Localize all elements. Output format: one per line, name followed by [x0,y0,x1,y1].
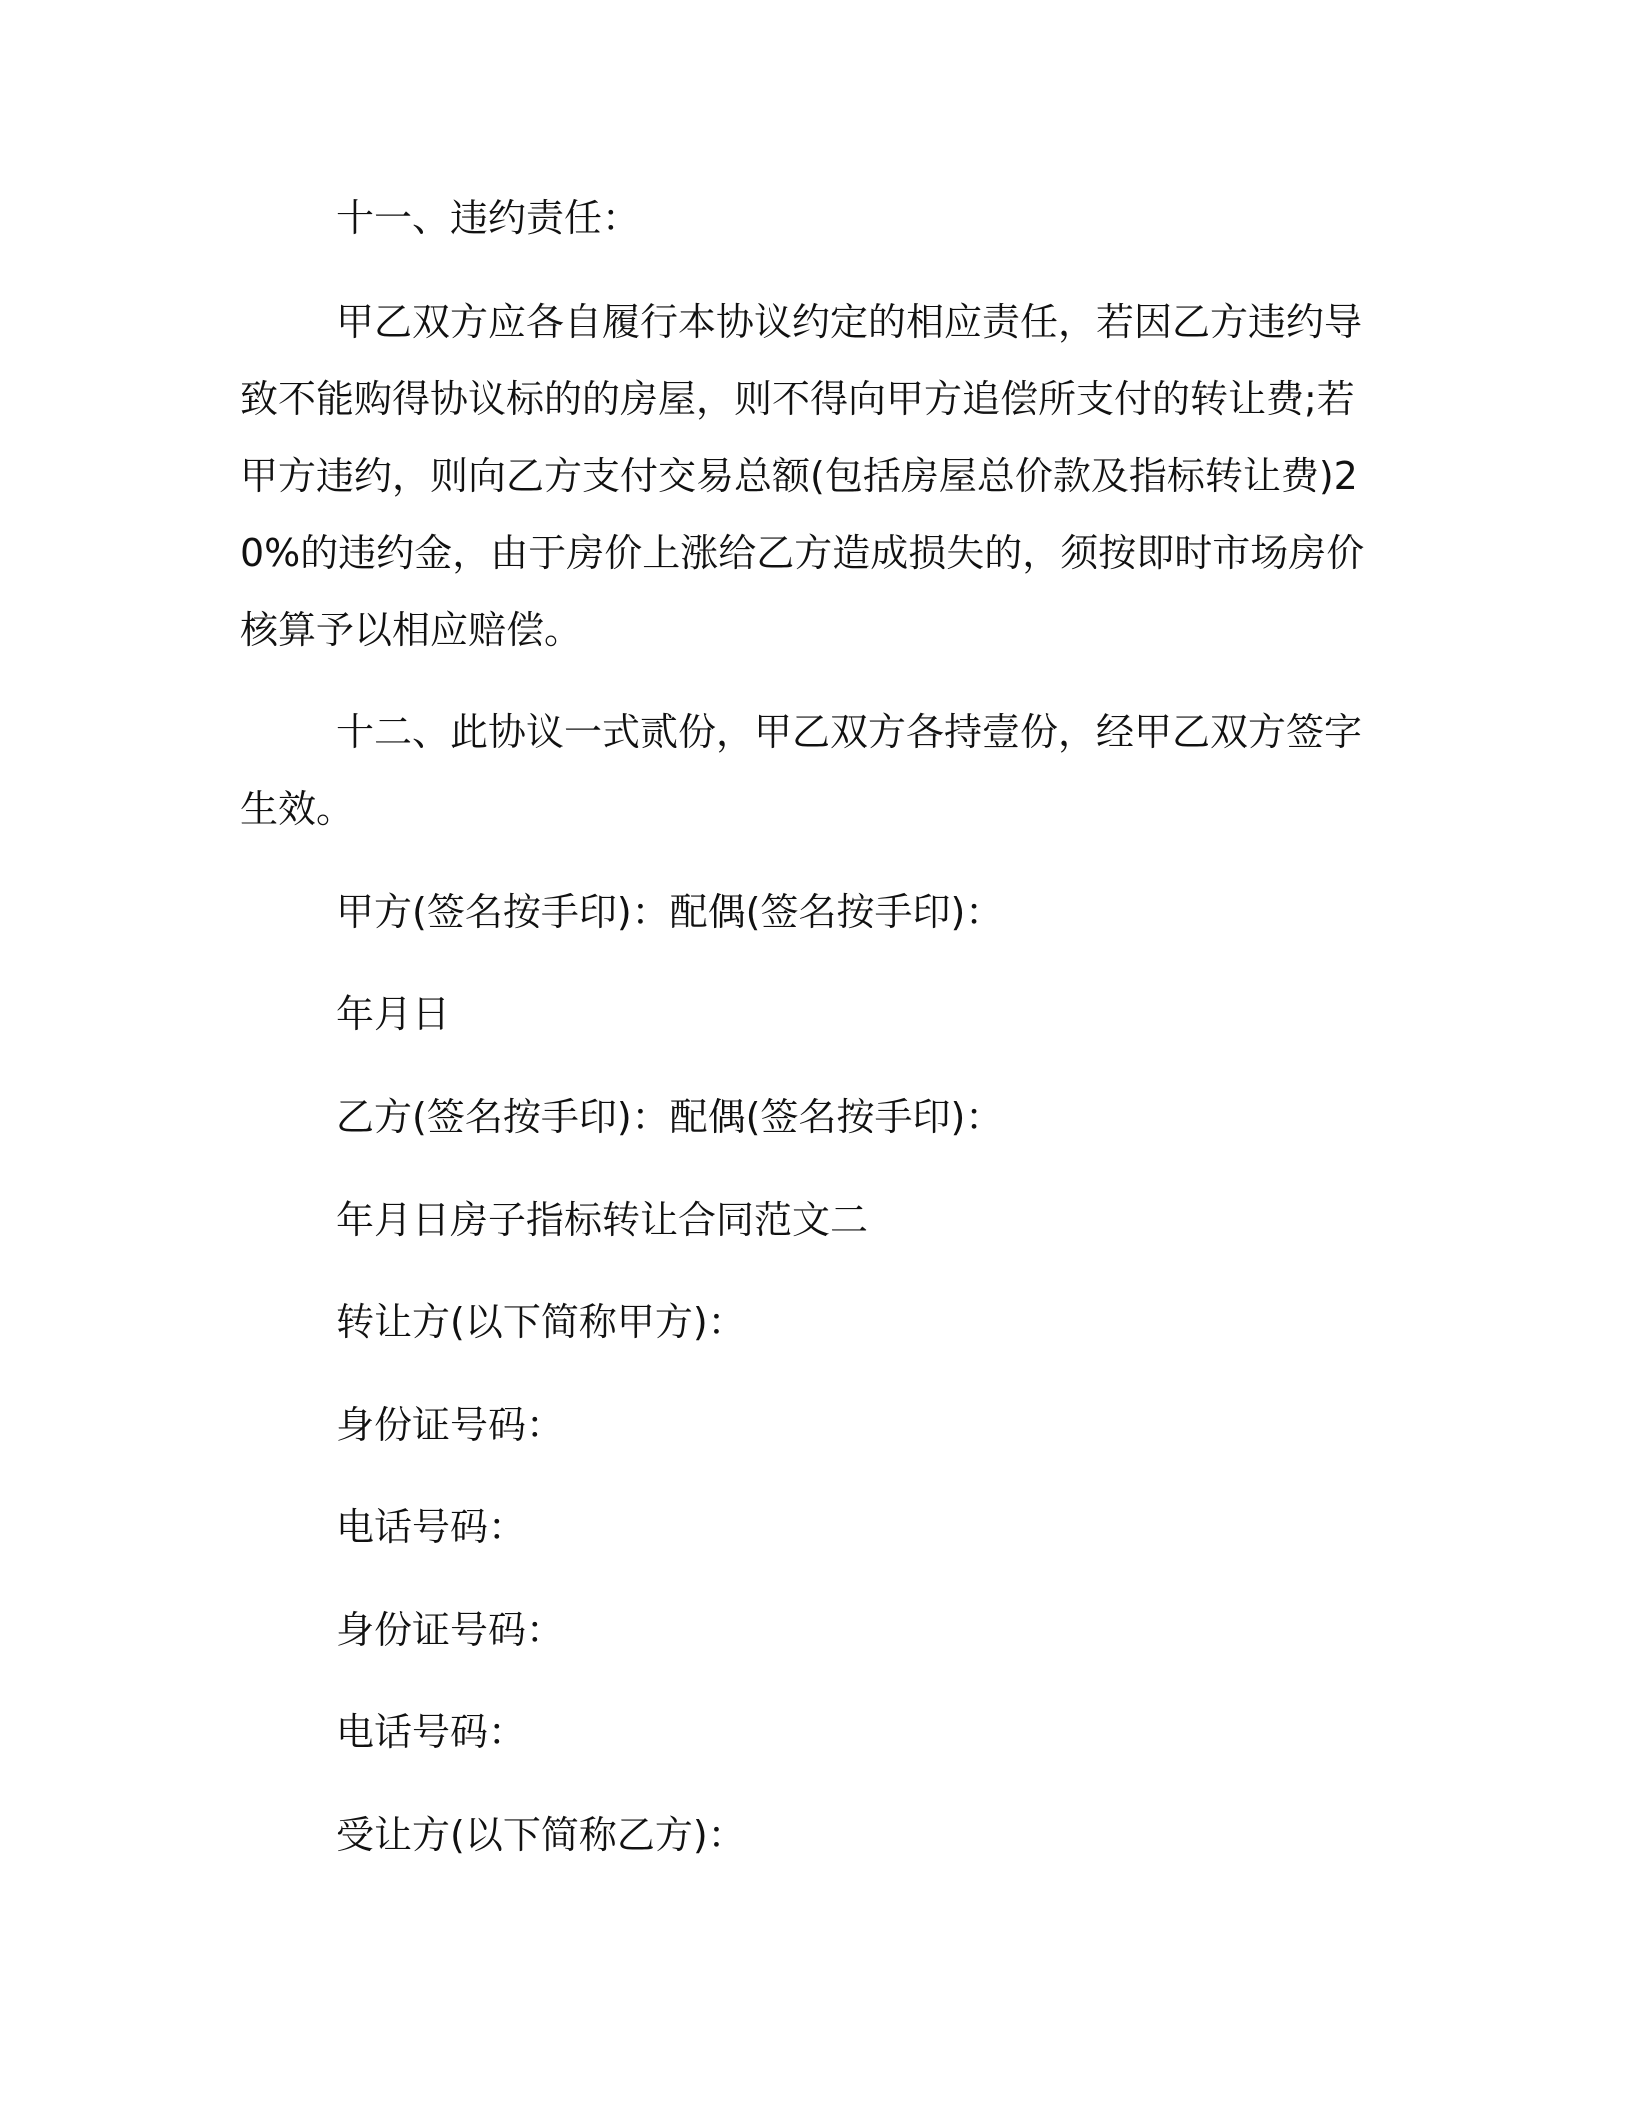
transferee-line: 受让方(以下简称乙方)： [336,1813,746,1857]
section-11-heading: 十一、违约责任： [336,196,641,240]
transferor-line: 转让方(以下简称甲方)： [336,1300,746,1344]
id-number-line-2: 身份证号码： [336,1608,565,1652]
phone-line-2: 电话号码： [336,1710,527,1754]
phone-line-1: 电话号码： [336,1505,527,1549]
party-a-signature-line: 甲方(签名按手印)：配偶(签名按手印)： [336,890,1004,934]
party-b-signature-line: 乙方(签名按手印)：配偶(签名按手印)： [336,1095,1004,1139]
party-b-date-and-title-line: 年月日房子指标转让合同范文二 [336,1198,869,1242]
party-a-date-line: 年月日 [336,992,451,1036]
section-12-body: 十二、此协议一式贰份，甲乙双方各持壹份，经甲乙双方签字生效。 [240,710,1363,831]
id-number-line-1: 身份证号码： [336,1403,565,1447]
section-11-body: 甲乙双方应各自履行本协议约定的相应责任，若因乙方违约导致不能购得协议标的的房屋，则不得向甲方追偿所支付的转让费;若甲方违约，则向乙方支付交易总额(包括房屋总价款及指标转让费)20%的违约金，由于房价上涨给乙方造成损失的，须按即时市场房价核算予以相应赔偿。 [240,300,1365,652]
